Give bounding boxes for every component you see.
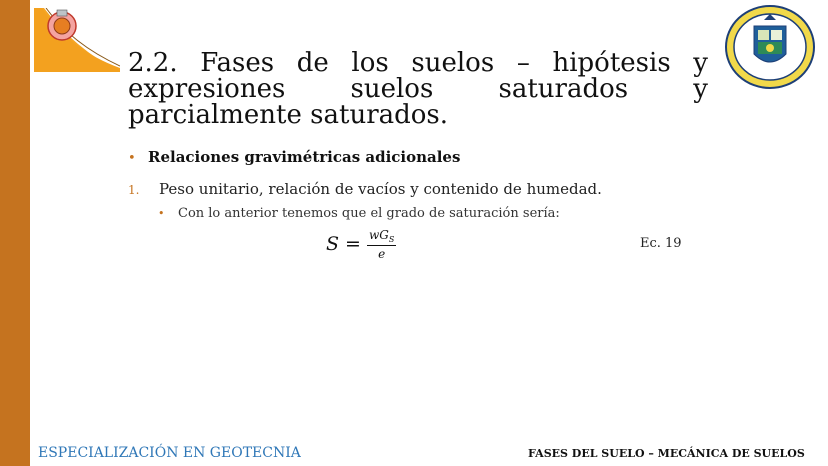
bullet-item [128,148,460,166]
numbered-marker: 1. [128,183,140,197]
sub-bullet-text: Con lo anterior tenemos que el grado de saturación sería: [178,206,560,221]
equation-lhs: S [326,233,340,255]
equation-label: Ec. 19 [640,236,682,251]
sub-bullet-icon: • [158,207,165,220]
footer-topic: FASES DEL SUELO – MECÁNICA DE SUELOS [528,447,805,460]
slope-stability-logo [34,8,120,72]
footer-program: ESPECIALIZACIÓN EN GEOTECNIA [38,445,301,461]
university-seal [724,4,816,90]
numerator-subscript: S [388,234,395,244]
equation-denominator: e [378,246,386,261]
bullet-text: Relaciones gravimétricas adicionales [148,148,461,166]
equation-fraction [367,228,396,261]
bullet-icon: • [128,151,136,166]
equation-numerator [367,228,396,246]
numbered-text: Peso unitario, relación de vacíos y contenido de humedad. [159,180,602,198]
slide-title: 2.2. Fases de los suelos – hipótesis y expresiones suelos saturados y parcialmente saturados. [128,48,708,130]
left-accent-bar [0,0,30,466]
sub-bullet-item [158,206,560,221]
numbered-item [128,180,602,198]
numerator-text: wG [368,227,389,242]
equation-equals: = [345,233,361,255]
saturation-equation [326,224,396,264]
